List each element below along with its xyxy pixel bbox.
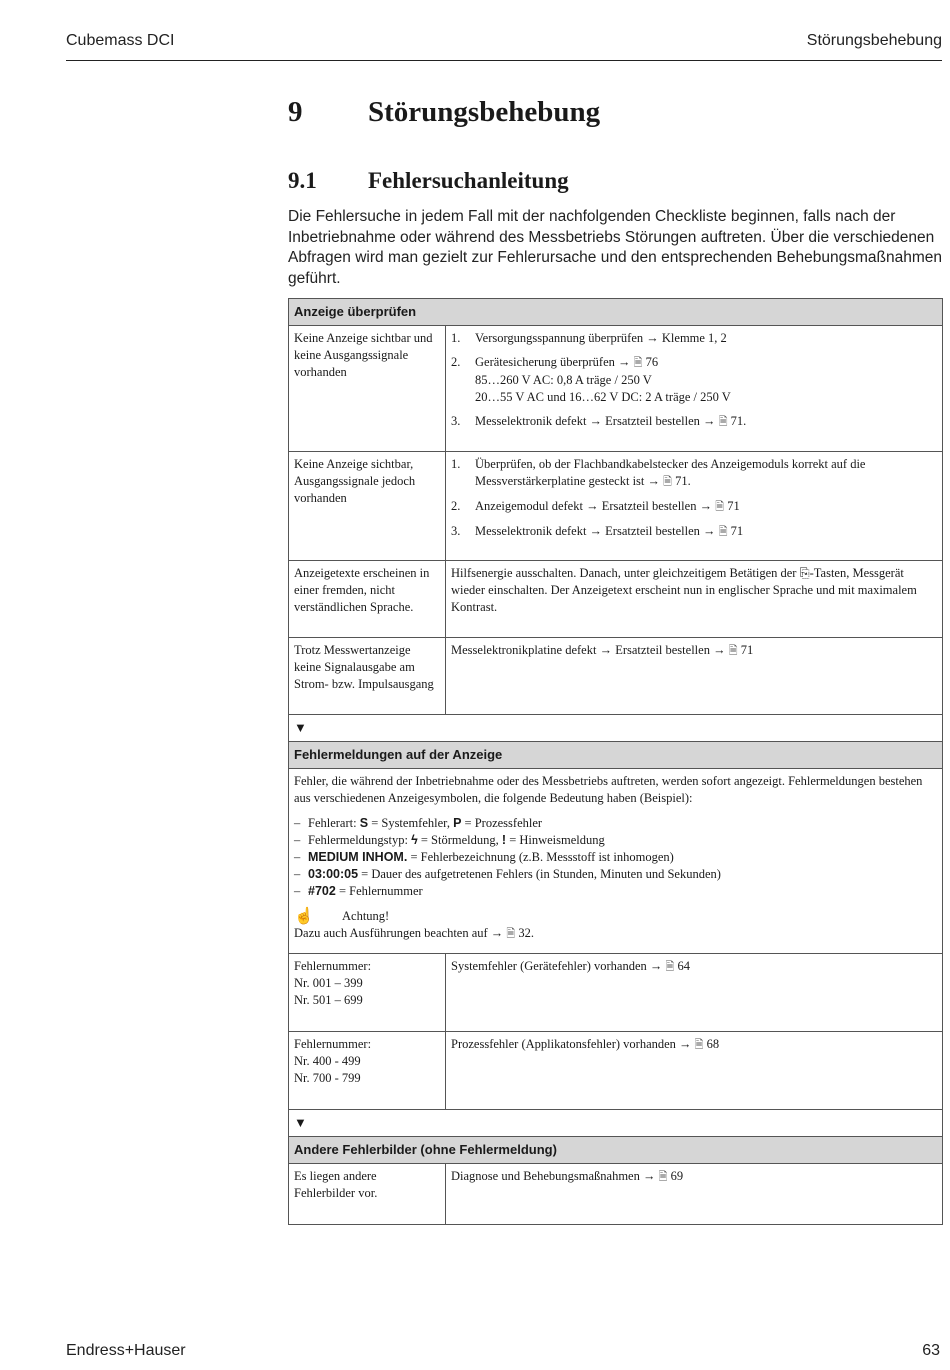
action-cell [446, 1164, 943, 1225]
symbol: S [359, 816, 369, 830]
page-reference: 71 [740, 643, 754, 657]
down-arrow-icon: ▼ [289, 715, 943, 742]
dash-marker: – [294, 833, 301, 847]
table-row [289, 326, 943, 452]
chapter-title [288, 96, 600, 129]
page-reference-icon: 🗎 [718, 526, 728, 538]
error-number-label: Fehlernummer: [294, 959, 372, 973]
step-text: Gerätesicherung überprüfen → [475, 355, 631, 369]
fuse-spec-dc: 20…55 V AC und 16…62 V DC: 2 A träge / 250 V [475, 390, 731, 404]
list-item [451, 413, 937, 431]
error-number-range: Nr. 001 – 399 [294, 976, 363, 990]
item-text: = Fehlernummer [338, 884, 423, 898]
action-cell [446, 452, 943, 561]
page-reference: 71 [730, 524, 744, 538]
down-arrow-icon: ▼ [289, 1110, 943, 1137]
key-icon: ⎘ [799, 566, 810, 580]
error-number-range: Nr. 700 - 799 [294, 1071, 361, 1085]
list-item [294, 883, 937, 900]
step-text: Messelektronik defekt → Ersatzteil bestellen → [475, 414, 716, 428]
page-reference-icon: 🗎 [728, 645, 738, 657]
item-text: = Dauer des aufgetretenen Fehlers (in Stunden, Minuten und Sekunden) [361, 867, 721, 881]
hand-icon: ☝ [294, 908, 314, 925]
section-header-row [289, 742, 943, 769]
condition-cell [289, 1032, 446, 1110]
table-row [289, 1032, 943, 1110]
list-item [294, 849, 937, 866]
page-reference: 32. [518, 926, 535, 940]
symbol: P [453, 816, 462, 830]
attention-label: Achtung! [342, 909, 390, 923]
condition-cell: Anzeigetexte erscheinen in einer fremden, nicht verständlichen Sprache. [289, 561, 446, 638]
table-row [289, 561, 943, 638]
section-header-other-errors: Andere Fehlerbilder (ohne Fehlermeldung) [289, 1137, 943, 1164]
condition-cell: Es liegen andere Fehlerbilder vor. [289, 1164, 446, 1225]
step-list [451, 456, 937, 541]
section-number: 9.1 [288, 168, 317, 193]
page-number: 63 [922, 1342, 940, 1359]
action-text-cont: -Tasten, Messgerät wieder einschalten. Der Anzeigetext erscheint nun in englischer Sprache und mit maximalem Kontrast. [451, 566, 917, 614]
troubleshooting-checklist [288, 298, 943, 1225]
step-text: Versorgungsspannung überprüfen → Klemme 1, 2 [475, 331, 727, 345]
chapter-title-text: Störungsbehebung [368, 96, 601, 128]
action-text: Messelektronikplatine defekt → Ersatzteil bestellen → [451, 643, 726, 657]
list-item [451, 330, 937, 347]
attention-note [294, 925, 937, 943]
action-cell [446, 326, 943, 452]
step-text: Überprüfen, ob der Flachbandkabelstecker des Anzeigemoduls korrekt auf die Messverstärkerplatine gesteckt ist → [475, 457, 866, 488]
attention-notice [294, 908, 937, 925]
page-reference-icon: 🗎 [718, 416, 728, 428]
page-reference-icon: 🗎 [715, 501, 725, 513]
lightning-icon: ϟ [411, 833, 418, 847]
condition-cell [289, 954, 446, 1032]
symbol-list [294, 815, 937, 900]
step-number: 2. [451, 355, 461, 369]
section-title [288, 168, 569, 194]
step-text: Messelektronik defekt → Ersatzteil bestellen → [475, 524, 716, 538]
step-number: 1. [451, 331, 461, 345]
list-item [451, 498, 937, 516]
action-cell [446, 561, 943, 638]
action-text: Systemfehler (Gerätefehler) vorhanden → [451, 959, 663, 973]
table-row [289, 638, 943, 715]
action-cell [446, 954, 943, 1032]
dash-marker: – [294, 867, 301, 881]
intro-paragraph: Die Fehlersuche in jedem Fall mit der nachfolgenden Checkliste beginnen, falls nach der Inbetriebnahme oder während des Messbetriebs Störungen auftreten. Über die verschiedenen Abfragen wird man gezielt zur Fehlerursache und den entsprechenden Behebungsmaßnahmen geführt. [288, 208, 942, 287]
page-reference: 71. [675, 474, 691, 488]
list-item [451, 354, 937, 406]
error-number-range: Nr. 501 – 699 [294, 993, 363, 1007]
condition-cell: Keine Anzeige sichtbar und keine Ausgangssignale vorhanden [289, 326, 446, 452]
item-text: = Systemfehler, [371, 816, 450, 830]
step-number: 3. [451, 414, 461, 428]
error-explanation-cell [289, 769, 943, 954]
page-reference: 71 [727, 499, 740, 513]
table-row [289, 452, 943, 561]
page-reference: 64 [677, 959, 690, 973]
item-text: = Hinweismeldung [509, 833, 605, 847]
fuse-spec-ac: 85…260 V AC: 0,8 A träge / 250 V [475, 373, 652, 387]
step-text: Anzeigemodul defekt → Ersatzteil bestellen → [475, 499, 713, 513]
page-reference-icon: 🗎 [658, 1171, 668, 1183]
list-item [294, 815, 937, 832]
page-reference-icon: 🗎 [506, 928, 516, 940]
section-header-row [289, 1137, 943, 1164]
item-text: Fehlerart: [308, 816, 357, 830]
action-text: Hilfsenergie ausschalten. Danach, unter gleichzeitigem Betätigen der [451, 566, 797, 580]
table-row [289, 1164, 943, 1225]
header-product-name: Cubemass DCI [66, 32, 175, 49]
section-title-text: Fehlersuchanleitung [368, 168, 569, 193]
step-list [451, 330, 937, 431]
section-header-error-messages: Fehlermeldungen auf der Anzeige [289, 742, 943, 769]
action-text: Diagnose und Behebungsmaßnahmen → [451, 1169, 656, 1183]
page-reference: 68 [706, 1037, 720, 1051]
list-item [294, 866, 937, 883]
page-reference: 71. [730, 414, 747, 428]
error-number-range: Nr. 400 - 499 [294, 1054, 361, 1068]
symbol: #702 [308, 884, 336, 898]
chapter-number: 9 [288, 96, 303, 128]
item-text: = Störmeldung, [420, 833, 499, 847]
page-reference-icon: 🗎 [694, 1039, 704, 1051]
step-number: 2. [451, 499, 461, 513]
symbol: 03:00:05 [308, 867, 359, 881]
page-reference: 69 [670, 1169, 684, 1183]
action-text: Prozessfehler (Applikatonsfehler) vorhanden → [451, 1037, 692, 1051]
step-number: 1. [451, 457, 461, 471]
section-header-row [289, 299, 943, 326]
list-item [294, 832, 937, 849]
symbol: MEDIUM INHOM. [308, 850, 408, 864]
condition-cell: Trotz Messwertanzeige keine Signalausgabe am Strom- bzw. Impulsausgang [289, 638, 446, 715]
table-row [289, 954, 943, 1032]
item-text: = Prozessfehler [464, 816, 543, 830]
page-reference: 76 [645, 355, 659, 369]
page-reference-icon: 🗎 [633, 357, 643, 369]
dash-marker: – [294, 816, 301, 830]
note-text: Dazu auch Ausführungen beachten auf → [294, 926, 504, 940]
dash-marker: – [294, 884, 301, 898]
header-rule [66, 60, 942, 61]
action-cell [446, 1032, 943, 1110]
item-text: = Fehlerbezeichnung (z.B. Messstoff ist inhomogen) [410, 850, 674, 864]
step-number: 3. [451, 524, 461, 538]
error-number-label: Fehlernummer: [294, 1037, 372, 1051]
arrow-row [289, 715, 943, 742]
condition-cell: Keine Anzeige sichtbar, Ausgangssignale jedoch vorhanden [289, 452, 446, 561]
footer-company: Endress+Hauser [66, 1342, 186, 1359]
dash-marker: – [294, 850, 301, 864]
list-item [451, 523, 937, 541]
table-row [289, 769, 943, 954]
section-header-display-check: Anzeige überprüfen [289, 299, 943, 326]
header-chapter-name: Störungsbehebung [806, 32, 942, 49]
action-cell [446, 638, 943, 715]
page-reference-icon: 🗎 [665, 961, 675, 973]
exclamation-icon: ! [501, 833, 507, 847]
error-explanation-text: Fehler, die während der Inbetriebnahme oder des Messbetriebs auftreten, werden sofort angezeigt. Fehlermeldungen bestehen aus verschiedenen Anzeigesymbolen, die folgende Bedeutung haben (Beispiel): [294, 774, 923, 805]
item-text: Fehlermeldungstyp: [308, 833, 408, 847]
list-item [451, 456, 937, 491]
page-reference-icon: 🗎 [663, 476, 673, 488]
arrow-row [289, 1110, 943, 1137]
